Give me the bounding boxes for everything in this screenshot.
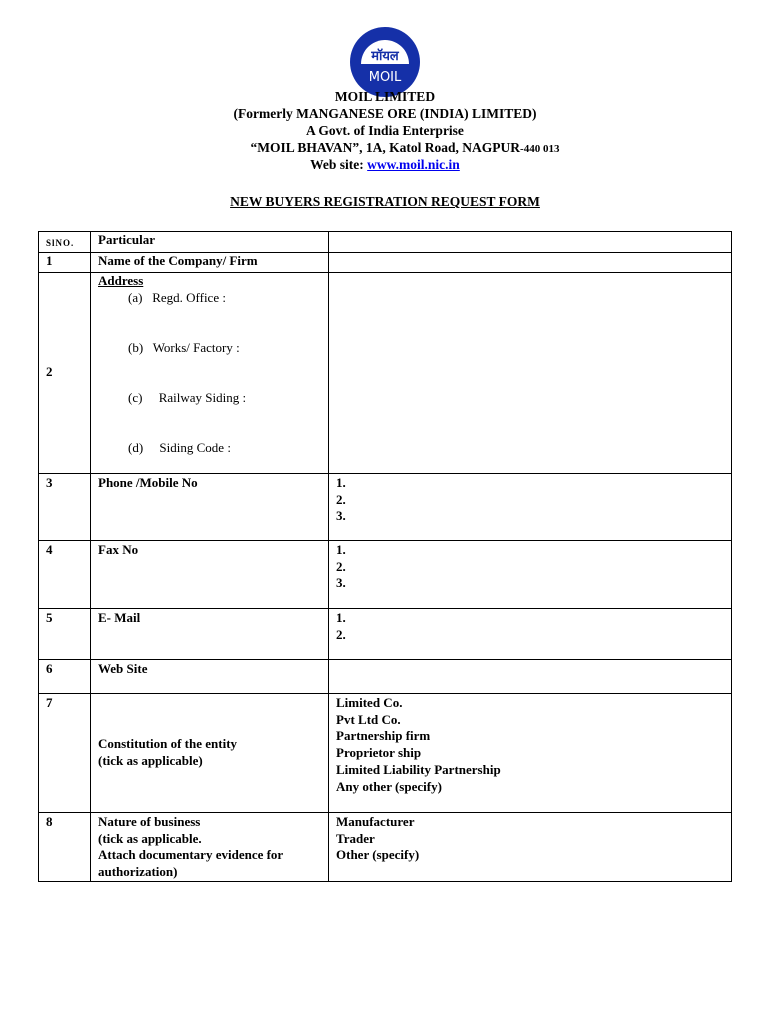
row-label: Nature of business (tick as applicable. Attach documentary evidence for authorization)	[91, 812, 329, 881]
row-number: 6	[39, 659, 91, 693]
option-item[interactable]: Limited Co.	[336, 694, 403, 710]
row-number: 1	[39, 252, 91, 272]
row-number: 8	[39, 812, 91, 881]
address-pin: -440 013	[520, 143, 560, 155]
option-item[interactable]: Other (specify)	[336, 847, 420, 863]
option-item[interactable]: Manufacturer	[336, 813, 415, 829]
logo-en-text: MOIL	[368, 70, 402, 85]
govt-enterprise: A Govt. of India Enterprise	[306, 123, 464, 138]
row-label: Name of the Company/ Firm	[91, 252, 329, 272]
row-number: 4	[39, 540, 91, 608]
sno-header: SlNO.	[46, 238, 75, 248]
address-text: “MOIL BHAVAN”, 1A, Katol Road, NAGPUR	[250, 140, 521, 155]
company-name: MOIL LIMITED	[334, 89, 436, 104]
option-item[interactable]: Proprietor ship	[336, 745, 422, 761]
row-number: 7	[39, 693, 91, 812]
row-label: Web Site	[91, 659, 329, 693]
business-nature-options[interactable]	[329, 812, 732, 881]
table-row	[39, 252, 732, 272]
row-label: Phone /Mobile No	[91, 473, 329, 540]
company-formerly: (Formerly MANGANESE ORE (INDIA) LIMITED)	[233, 106, 537, 121]
table-row	[39, 608, 732, 659]
logo-hindi-text: मॉयल	[371, 49, 399, 64]
table-row	[39, 812, 732, 881]
particular-header: Particular	[91, 232, 329, 253]
address-sub-a: (a) Regd. Office :	[128, 289, 226, 305]
email-field[interactable]: 1. 2.	[329, 608, 732, 659]
row-number: 5	[39, 608, 91, 659]
option-item[interactable]: Limited Liability Partnership	[336, 761, 501, 777]
company-name-field[interactable]	[329, 252, 732, 272]
row-label: E- Mail	[91, 608, 329, 659]
constitution-options[interactable]	[329, 693, 732, 812]
table-header-row	[39, 232, 732, 253]
table-row	[39, 473, 732, 540]
website-field[interactable]	[329, 659, 732, 693]
address-sub-d: (d) Siding Code :	[128, 439, 231, 455]
website-label: Web site:	[310, 157, 368, 172]
website-link[interactable]: www.moil.nic.in	[367, 157, 460, 172]
option-item[interactable]: Pvt Ltd Co.	[336, 711, 401, 727]
address-sub-c: (c) Railway Siding :	[128, 390, 247, 406]
row-number: 2	[39, 272, 91, 473]
registration-table	[38, 231, 732, 882]
value-header-cell	[329, 232, 732, 253]
phone-field[interactable]: 1. 2. 3.	[329, 473, 732, 540]
address-sub-b: (b) Works/ Factory :	[128, 340, 240, 356]
table-row	[39, 540, 732, 608]
option-item[interactable]: Partnership firm	[336, 728, 431, 744]
option-item[interactable]: Any other (specify)	[336, 778, 442, 794]
website-line	[0, 156, 770, 173]
option-item[interactable]: Trader	[336, 830, 375, 846]
row-label: Address	[98, 272, 144, 288]
table-row	[39, 693, 732, 812]
table-row	[39, 659, 732, 693]
table-row	[39, 272, 732, 473]
form-title: NEW BUYERS REGISTRATION REQUEST FORM	[230, 194, 540, 209]
row-label: Fax No	[91, 540, 329, 608]
row-label: Constitution of the entity (tick as applicable)	[91, 693, 329, 812]
row-number: 3	[39, 473, 91, 540]
address-field[interactable]	[329, 272, 732, 473]
fax-field[interactable]: 1. 2. 3.	[329, 540, 732, 608]
